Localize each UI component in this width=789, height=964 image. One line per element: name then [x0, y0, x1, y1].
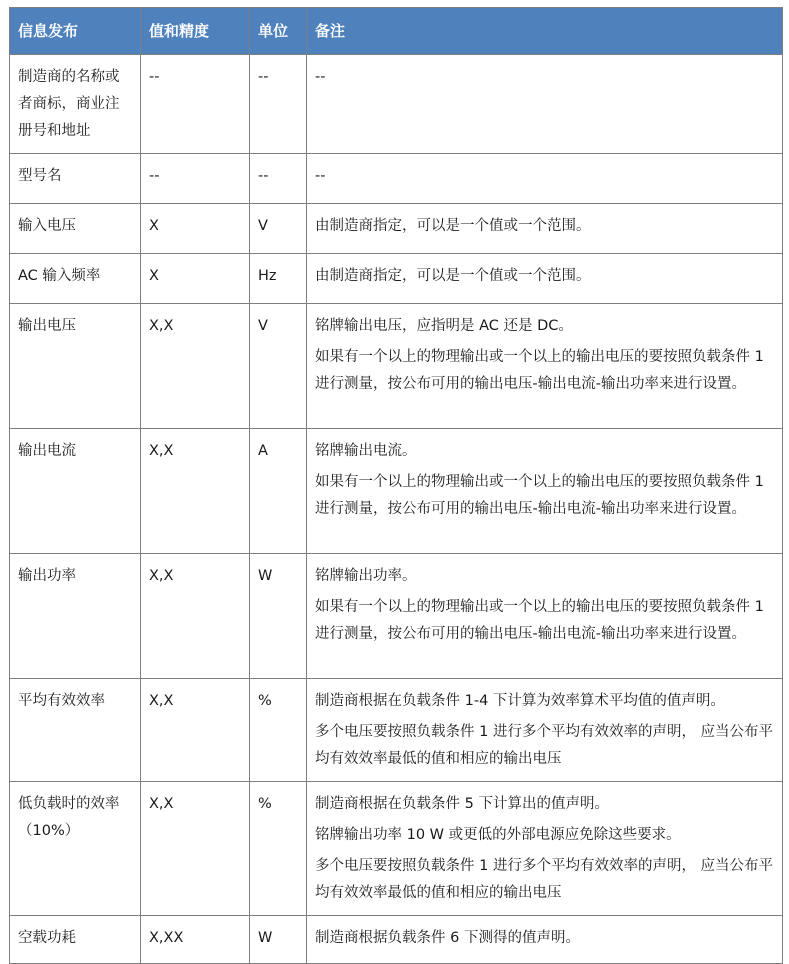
note-paragraph: -- [315, 69, 326, 85]
table-row [10, 304, 783, 429]
row-name: 输出电压 [10, 304, 141, 429]
row-notes [307, 679, 783, 782]
row-value: -- [141, 55, 250, 154]
note-paragraph: 制造商根据在负载条件 1-4 下计算为效率算术平均值的值声明。 [315, 693, 725, 709]
row-name: AC 输入频率 [10, 254, 141, 304]
row-value: X,X [141, 304, 250, 429]
row-value: X,X [141, 429, 250, 554]
table-body [10, 55, 783, 964]
row-unit: W [250, 916, 307, 964]
row-name: 低负载时的效率（10%） [10, 782, 141, 916]
row-name: 输入电压 [10, 204, 141, 254]
header-row [10, 8, 783, 55]
note-paragraph: 铭牌输出电流。 [315, 443, 417, 459]
row-name: 型号名 [10, 154, 141, 204]
table-row [10, 916, 783, 964]
row-value: X,XX [141, 916, 250, 964]
note-paragraph: 制造商根据在负载条件 5 下计算出的值声明。 [315, 796, 609, 812]
note-paragraph: 铭牌输出功率。 [315, 568, 417, 584]
header-value: 值和精度 [141, 8, 250, 55]
row-notes [307, 154, 783, 204]
row-notes [307, 429, 783, 554]
row-unit: -- [250, 154, 307, 204]
row-unit: A [250, 429, 307, 554]
row-value: X [141, 204, 250, 254]
row-notes [307, 254, 783, 304]
row-notes [307, 55, 783, 154]
table-row [10, 55, 783, 154]
note-paragraph: 铭牌输出功率 10 W 或更低的外部电源应免除这些要求。 [315, 827, 681, 843]
table-row [10, 429, 783, 554]
row-name: 平均有效效率 [10, 679, 141, 782]
row-value: X,X [141, 679, 250, 782]
row-name: 输出电流 [10, 429, 141, 554]
note-paragraph: 铭牌输出电压，应指明是 AC 还是 DC。 [315, 318, 573, 334]
row-notes [307, 782, 783, 916]
header-unit: 单位 [250, 8, 307, 55]
row-value: -- [141, 154, 250, 204]
note-paragraph: 多个电压要按照负载条件 1 进行多个平均有效效率的声明， 应当公布平均有效效率最低的值和相应的输出电压 [315, 858, 774, 901]
row-value: X [141, 254, 250, 304]
table-row [10, 782, 783, 916]
note-paragraph: 制造商根据负载条件 6 下测得的值声明。 [315, 930, 580, 946]
row-notes [307, 204, 783, 254]
row-notes [307, 554, 783, 679]
row-unit: % [250, 679, 307, 782]
row-unit: -- [250, 55, 307, 154]
note-paragraph: 如果有一个以上的物理输出或一个以上的输出电压的要按照负载条件 1 进行测量，按公布可用的输出电压-输出电流-输出功率来进行设置。 [315, 349, 764, 392]
row-name: 输出功率 [10, 554, 141, 679]
note-paragraph: 如果有一个以上的物理输出或一个以上的输出电压的要按照负载条件 1 进行测量，按公布可用的输出电压-输出电流-输出功率来进行设置。 [315, 474, 764, 517]
header-info: 信息发布 [10, 8, 141, 55]
note-paragraph: -- [315, 168, 326, 184]
note-paragraph: 由制造商指定，可以是一个值或一个范围。 [315, 268, 591, 284]
note-paragraph: 如果有一个以上的物理输出或一个以上的输出电压的要按照负载条件 1 进行测量，按公布可用的输出电压-输出电流-输出功率来进行设置。 [315, 599, 764, 642]
row-unit: Hz [250, 254, 307, 304]
note-paragraph: 多个电压要按照负载条件 1 进行多个平均有效效率的声明， 应当公布平均有效效率最低的值和相应的输出电压 [315, 724, 774, 767]
note-paragraph: 由制造商指定，可以是一个值或一个范围。 [315, 218, 591, 234]
row-name: 空载功耗 [10, 916, 141, 964]
table-row [10, 679, 783, 782]
row-value: X,X [141, 554, 250, 679]
table-row [10, 254, 783, 304]
table-header [10, 8, 783, 55]
row-value: X,X [141, 782, 250, 916]
row-unit: V [250, 304, 307, 429]
header-notes: 备注 [307, 8, 783, 55]
spec-table [9, 7, 783, 964]
row-name: 制造商的名称或者商标，商业注册号和地址 [10, 55, 141, 154]
table-row [10, 204, 783, 254]
row-unit: % [250, 782, 307, 916]
row-notes [307, 916, 783, 964]
row-unit: W [250, 554, 307, 679]
table-row [10, 554, 783, 679]
row-unit: V [250, 204, 307, 254]
table-row [10, 154, 783, 204]
row-notes [307, 304, 783, 429]
